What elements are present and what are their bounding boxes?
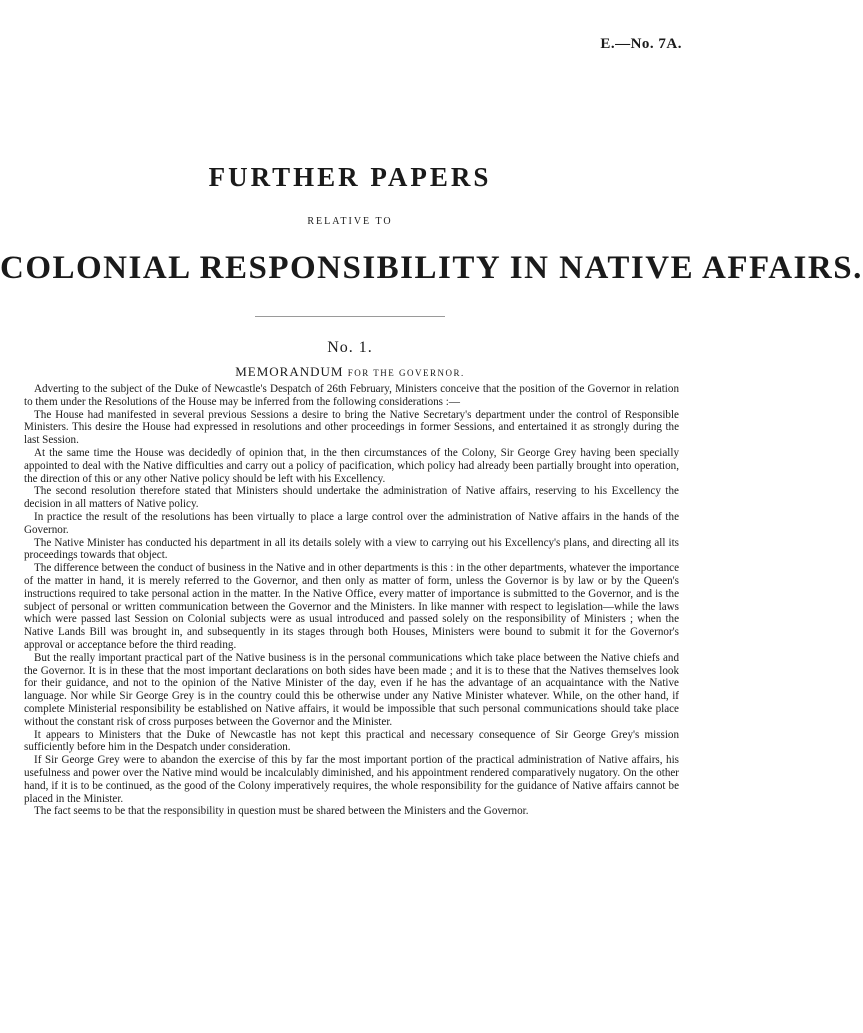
paragraph: The difference between the conduct of business in the Native and in other departments is this : in the other departments, whatever the importance of the matter in hand, it is merely referred to the Governor, and then only as matter of form, unless the Governor is by law or by the Queen's instructions required to take personal action in the matter. In the Native Office, every matter of importance is submitted to the Governor, and is the subject of personal or written communication between the Governor and the Ministers. In like manner with respect to legislation—while the laws which were passed last Session on Colonial subjects were as usual introduced and passed solely on the responsibility of Ministers ; when the Native Lands Bill was brought in, and subsequently in its stages through both Houses, Ministers were bound to submit it for the Governor's approval or acceptance before the third reading. [24,562,679,651]
paragraph: At the same time the House was decidedly of opinion that, in the then circumstances of the Colony, Sir George Grey having been specially appointed to deal with the Native difficulties and carry out a policy of pacification, which policy had already been partially brought into operation, the direction of this or any other Native policy should be left with his Excellency. [24,446,679,485]
paragraph: The Native Minister has conducted his department in all its details solely with a view to carrying out his Excellency's plans, and directing all its proceedings towards that object. [24,536,679,562]
memo-sub: FOR THE GOVERNOR. [347,368,465,378]
paragraph: The House had manifested in several previous Sessions a desire to bring the Native Secretary's department under the control of Responsible Ministers. This desire the House had expressed in resolutions and other proceedings in former Sessions, and entertained it as strongly during the last Session. [24,408,679,447]
memo-body [24,383,679,818]
title-subject: COLONIAL RESPONSIBILITY IN NATIVE AFFAIRS. [0,250,863,286]
paragraph: But the really important practical part of the Native business is in the personal communications which take place between the Native chiefs and the Governor. It is in these that the most important declarations on both sides have been made ; and it is to these that the Natives themselves look for their guidance, and not to the opinion of the Native Minister of the day, even if he has the advantage of an acquaintance with the Native language. Nor while Sir George Grey is in the country could this be otherwise under any Native Minister whatever. While, on the other hand, if complete Ministerial responsibility be established on Native affairs, it would be impossible that such personal communications should take place without the constant risk of cross purposes between the Governor and the Minister. [24,651,679,728]
paragraph: The fact seems to be that the responsibility in question must be shared between the Ministers and the Governor. [34,805,529,818]
divider-rule [255,316,445,317]
paragraph: If Sir George Grey were to abandon the exercise of this by far the most important portion of the practical administration of Native affairs, his usefulness and power over the Native mind would be incalculably diminished, and his appointment rendered comparatively nugatory. On the other hand, if it is to be continued, as the good of the Colony imperatively requires, the whole responsibility for the guidance of Native affairs cannot be placed in the Minister. [24,754,679,805]
document-number: No. 1. [327,339,373,356]
page-reference: E.—No. 7A. [600,36,682,52]
memorandum-heading [0,364,700,380]
title-relative-to: RELATIVE TO [307,216,393,227]
paragraph: Adverting to the subject of the Duke of Newcastle's Despatch of 26th February, Ministers conceive that the position of the Governor in relation to them under the Resolutions of the House may be inferred from the following considerations :— [24,383,679,408]
memo-main: MEMORANDUM [235,364,344,379]
title-further-papers: FURTHER PAPERS [208,162,492,192]
paragraph: The second resolution therefore stated that Ministers should undertake the administration of Native affairs, reserving to his Excellency the decision in all matters of Native policy. [24,485,679,511]
paragraph: It appears to Ministers that the Duke of Newcastle has not kept this practical and necessary consequence of Sir George Grey's mission sufficiently before him in the Despatch under consideration. [24,728,679,754]
paragraph: In practice the result of the resolutions has been virtually to place a large control over the administration of Native affairs in the hands of the Governor. [24,510,679,536]
